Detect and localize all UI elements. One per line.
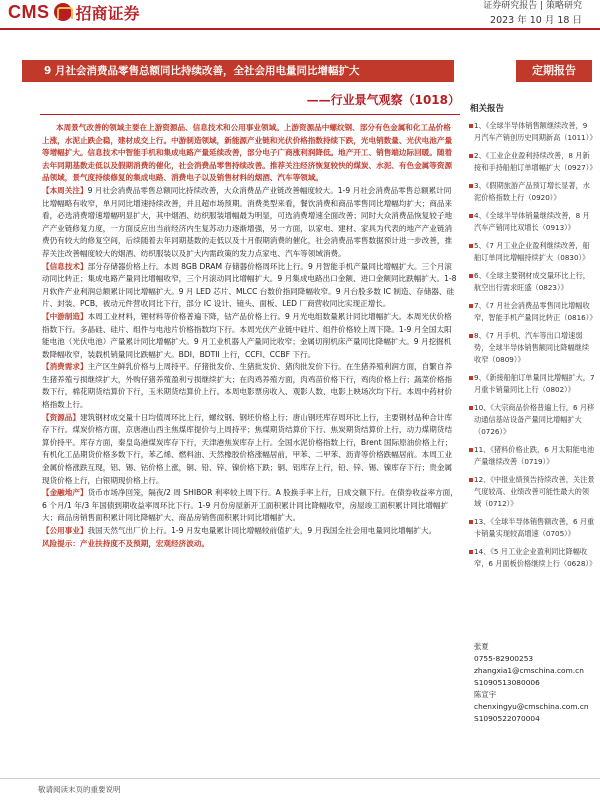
- bullet-icon: [469, 376, 473, 380]
- related-report-title: 8、《7 月手机、汽车等出口增速弱势，全球半导体销售额同比降幅继续收窄（0809）》: [474, 331, 590, 364]
- report-category: 证券研究报告 | 策略研究: [483, 1, 582, 11]
- related-report-link[interactable]: [470, 444, 595, 468]
- section-tag: 【本周关注】: [42, 185, 88, 195]
- section-text: 部分存储器价格上行。本周 8GB DRAM 存储器价格周环比上行。9 月智能手机产量同比增幅扩大。三个月滚动同比转正；集成电路产量同比增幅收窄，三个月滚动同比增幅扩大。9 月集成电路出口金额、进口金额同比跌幅扩大。1-8 月软件产业利润总额累计同比增幅扩大。9 月 LED 芯片、MLCC 台数价指同降幅收窄。9 月台股多数 IC 制造、存储器、硅片、封装、PCB、被动元件营收同比下行，部分 IC 设计、镜头、面板、LED 厂商营收同比实现正增长。: [42, 261, 457, 309]
- report-type-badge: 定期报告: [516, 60, 592, 82]
- analyst-license: S1090513080006: [474, 678, 540, 687]
- summary-paragraph: 本周景气改善的领域主要在上游资源品、信息技术和公用事业领域。上游资源品中螺纹钢、部分有色金属和化工品价格上涨，水泥止跌企稳，建材成交上行。中游制造领域，新能源产业链和光伏价格指数持续下跌，光电销数量、光伏电池产量等增幅扩大。信息技术中智能手机和集成电路产量延续改善，部分电子广商涨利润降低。地产开工、销售端边际回暖。随着去年同期基数走低以及假期消费的催化，社会消费品零售持续改善。推荐关注经济恢复较快的煤炭、水泥、有色金属等资源品领域，景气度持续修复的集成电路、消费电子以及销售材料的烟酒、汽车等领域。: [42, 123, 453, 183]
- section-focus: [42, 185, 458, 261]
- related-report-title: 13、《全球半导体销售额改善，6 月重卡销量实现较高增速（0705）》: [474, 517, 595, 538]
- report-body: [42, 122, 458, 550]
- related-reports-heading: 相关报告: [470, 104, 505, 114]
- related-report-title: 10、《大宗商品价格普遍上行，6 月移动通信基站设备产量同比增幅扩大（0726）》: [474, 403, 595, 436]
- bullet-icon: [469, 550, 473, 554]
- section-text: 本周工业材料，锂材料等价格普遍下降，钴产品价格上行。9 月光电组数量累计同比增幅扩大。本周光伏价格指数下行。多晶硅、硅片、组件与电池片价格指数均下行。本周光伏产业链中硅片、组件价格较上周下降。1-9 月全国太阳能电池（光伏电池）产量累计同比增幅扩大。9 月工业机器人产量同比收窄；金属切削机床产量同比降幅扩大。9 月挖掘机数降幅收窄，装载机销量同比跌幅扩大。BDI、BDTII 上行，CCFI、CCBF 下行。: [42, 311, 452, 359]
- related-report-link[interactable]: [470, 180, 595, 204]
- section-text: 主产区生鲜乳价格与上周持平。仔猪批发价、生猪批发价、猪肉批发价下行。在生猪养殖利润方面，自繁自养生猪养殖亏损继续扩大，外购仔猪养殖盈利亏损继续扩大；在肉鸡养殖方面，肉鸡苗价格下行，鸡肉价格上行；蔬菜价格指数下行，棉花期货结算价下行，玉米期货结算价上行。本周电影票房收入、观影人数、电影上映场次均下行。本周中药材价格指数上行。: [42, 362, 453, 410]
- bullet-icon: [469, 274, 473, 278]
- section-tag: 【中游制造】: [42, 311, 88, 321]
- section-finance-realestate: [42, 487, 458, 525]
- related-reports-list: [470, 120, 595, 570]
- related-report-title: 5、《7 月工业企业盈利继续改善，船舶订单同比增幅持续扩大（0830）》: [474, 241, 590, 262]
- section-tag: 【资源品】: [42, 412, 80, 422]
- related-report-link[interactable]: [470, 402, 595, 438]
- report-meta: [483, 0, 582, 27]
- section-it: [42, 261, 458, 311]
- report-date: 2023 年 10 月 18 日: [490, 15, 582, 26]
- section-tag: 【消费需求】: [42, 362, 88, 372]
- footer-disclaimer: 敬请阅读末页的重要说明: [38, 785, 121, 794]
- section-resources: [42, 412, 458, 488]
- section-text: 货币市场净回笼，隔夜/2 周 SHIBOR 利率较上周下行。A 股换手率上行，日成交额下行。在债券收益率方面，6 个月/1 年/3 年国债到期收益率周环比下行。1-9 月份房屋新开工面积累计同比降幅收窄，房屋竣工面积累计同比增幅扩大；商品房销售面积累计同比降幅扩大、商品房销售面积累计同比增幅扩大。: [42, 488, 458, 523]
- bullet-icon: [469, 304, 473, 308]
- related-report-link[interactable]: [470, 300, 595, 324]
- bullet-icon: [469, 406, 473, 410]
- related-report-link[interactable]: [470, 330, 595, 366]
- bullet-icon: [469, 184, 473, 188]
- related-report-link[interactable]: [470, 120, 595, 144]
- related-report-title: 6、《全球主要钢材成交量环比上行，航空出行需求旺盛（0823）》: [474, 271, 590, 292]
- section-text: 我国天然气出厂价上行。1-9 月发电量累计同比增幅较前值扩大，9 月我国全社会用电量同比增幅扩大。: [87, 526, 437, 535]
- logo-text-en: CMS: [8, 1, 50, 22]
- analyst-name: 张夏: [474, 642, 489, 651]
- section-tag: 【金融地产】: [42, 488, 88, 498]
- related-report-title: 2、《工业企业盈利持续改善，8 月新接和手持船舶订单增幅扩大（0927）》: [474, 151, 597, 172]
- related-report-link[interactable]: [470, 210, 595, 234]
- related-report-link[interactable]: [470, 270, 595, 294]
- related-report-link[interactable]: [470, 240, 595, 264]
- related-report-link[interactable]: [470, 474, 595, 510]
- related-report-link[interactable]: [470, 150, 595, 174]
- bullet-icon: [469, 520, 473, 524]
- bullet-icon: [469, 124, 473, 128]
- analyst-email[interactable]: chenxingyu@cmschina.com.cn: [474, 702, 589, 711]
- footer-divider: [0, 778, 600, 779]
- bullet-icon: [469, 334, 473, 338]
- section-utilities: [42, 525, 458, 538]
- analyst-phone: 0755-82900253: [474, 654, 534, 663]
- related-report-title: 4、《全球半导体销量继续改善，8 月汽车产销同比双增长（0913）》: [474, 211, 590, 232]
- related-report-title: 7、《7 月社会消费品零售同比增幅收窄，智能手机产量同比转正（0816）》: [474, 301, 597, 322]
- risk-warning: 风险提示：产业扶持度不及预期，宏观经济波动。: [42, 538, 210, 548]
- bullet-icon: [469, 214, 473, 218]
- analyst-license: S1090522070004: [474, 714, 540, 723]
- section-text: 9 月社会消费品零售总额同比持续改善，大众消费品产业链改善幅度较大。1-9 月社会消费品零售总额累计同比增幅略有收窄，单月同比增速持续改善，并且超市场预期。消费类型来看，餐饮消费和商品零售同比增幅均扩大；商品来看，必选消费增速增幅明显扩大，其中烟酒、纺织服装增幅最为明显，可选消费增速全面改善；同时大众消费品恢复较子地产产业链修复力度，一方面反应出当前经济内生复苏动力逐渐增强，另一方面，以家电、建材、家具为代表的地产产业链消费仍有较大的修复空间，后续随着去年同期基数的走低以及十月假期消费的催化，社会消费品零售数据预计进一步改善，推荐关注改善幅度较大的烟酒、纺织服装以及扩大内需政策的发力点家电、汽车等领域消费。: [42, 185, 453, 258]
- related-report-title: 12、《中报业绩预告持续改善，关注景气度较高、业绩改善可能性最大的领域（0712）》: [474, 475, 595, 508]
- related-report-title: 14、《5 月工业企业盈利同比降幅收窄，6 月面板价格继续上行（0628）》: [474, 547, 597, 568]
- related-report-title: 1、《全球半导体销售额继续改善，9 月汽车产销创历史同期新高（1011）》: [474, 121, 597, 142]
- section-tag: 【信息技术】: [42, 261, 88, 271]
- logo-mark-icon: [54, 3, 72, 21]
- related-report-link[interactable]: [470, 546, 595, 570]
- analyst-info: [474, 641, 589, 725]
- bullet-icon: [469, 448, 473, 452]
- section-tag: 【公用事业】: [42, 526, 88, 535]
- bullet-icon: [469, 478, 473, 482]
- section-consumption: [42, 361, 458, 411]
- related-reports-sidebar: [470, 100, 595, 576]
- bullet-icon: [469, 244, 473, 248]
- section-text: 建筑钢材成交量十日均值周环比上行，螺纹钢、钢坯价格上行；唐山钢坯库存周环比上行，主要钢材品种合计库存下行。煤炭价格方面，京唐港山西主焦煤库提价与上周持平；焦煤期货结算价下行、焦炭期货结算价上行，动力煤期货结算价持平。库存方面，秦皇岛港煤炭库存下行，天津港焦炭库存上行。全国水泥价格指数上行，Brent 国际原油价格上行；有机化工品期货价格多数下行，苯乙烯、燃料油、天然橡胶价格涨幅居前，甲苯、二甲苯、沥青等价格跌幅居前。本周工业金属价格涨跌互现，铝、锡、钴价格上涨，铜、铅、锌、镍价格下跌；铜、铝库存上行，铅、锌、锡、镍库存下行；贵金属现货价格上行，白银期现价格上行。: [42, 412, 453, 485]
- related-report-link[interactable]: [470, 372, 595, 396]
- related-report-title: 9、《新接船舶订单量同比增幅扩大，7 月重卡销量同比上行（0802）》: [474, 373, 595, 394]
- logo-text-cn: 招商证券: [75, 3, 140, 23]
- report-title: 9 月社会消费品零售总额同比持续改善，全社会用电量同比增幅扩大: [22, 60, 454, 82]
- bullet-icon: [469, 154, 473, 158]
- analyst-name: 陈宣宇: [474, 690, 497, 699]
- related-report-link[interactable]: [470, 516, 595, 540]
- analyst-email[interactable]: zhangxia1@cmschina.com.cn: [474, 666, 584, 675]
- subtitle-divider: [40, 114, 460, 115]
- header-divider: [0, 28, 600, 30]
- cms-logo: [8, 0, 140, 24]
- related-report-title: 3、《假期旅游产品预订增长显著，水泥价格指数上行（0920）》: [474, 181, 590, 202]
- report-subtitle: ——行业景气观察（1018）: [306, 93, 460, 107]
- section-midstream: [42, 311, 458, 361]
- related-report-title: 11、《猪料价格止跌，6 月太阳能电池产量继续改善（0719）》: [474, 445, 595, 466]
